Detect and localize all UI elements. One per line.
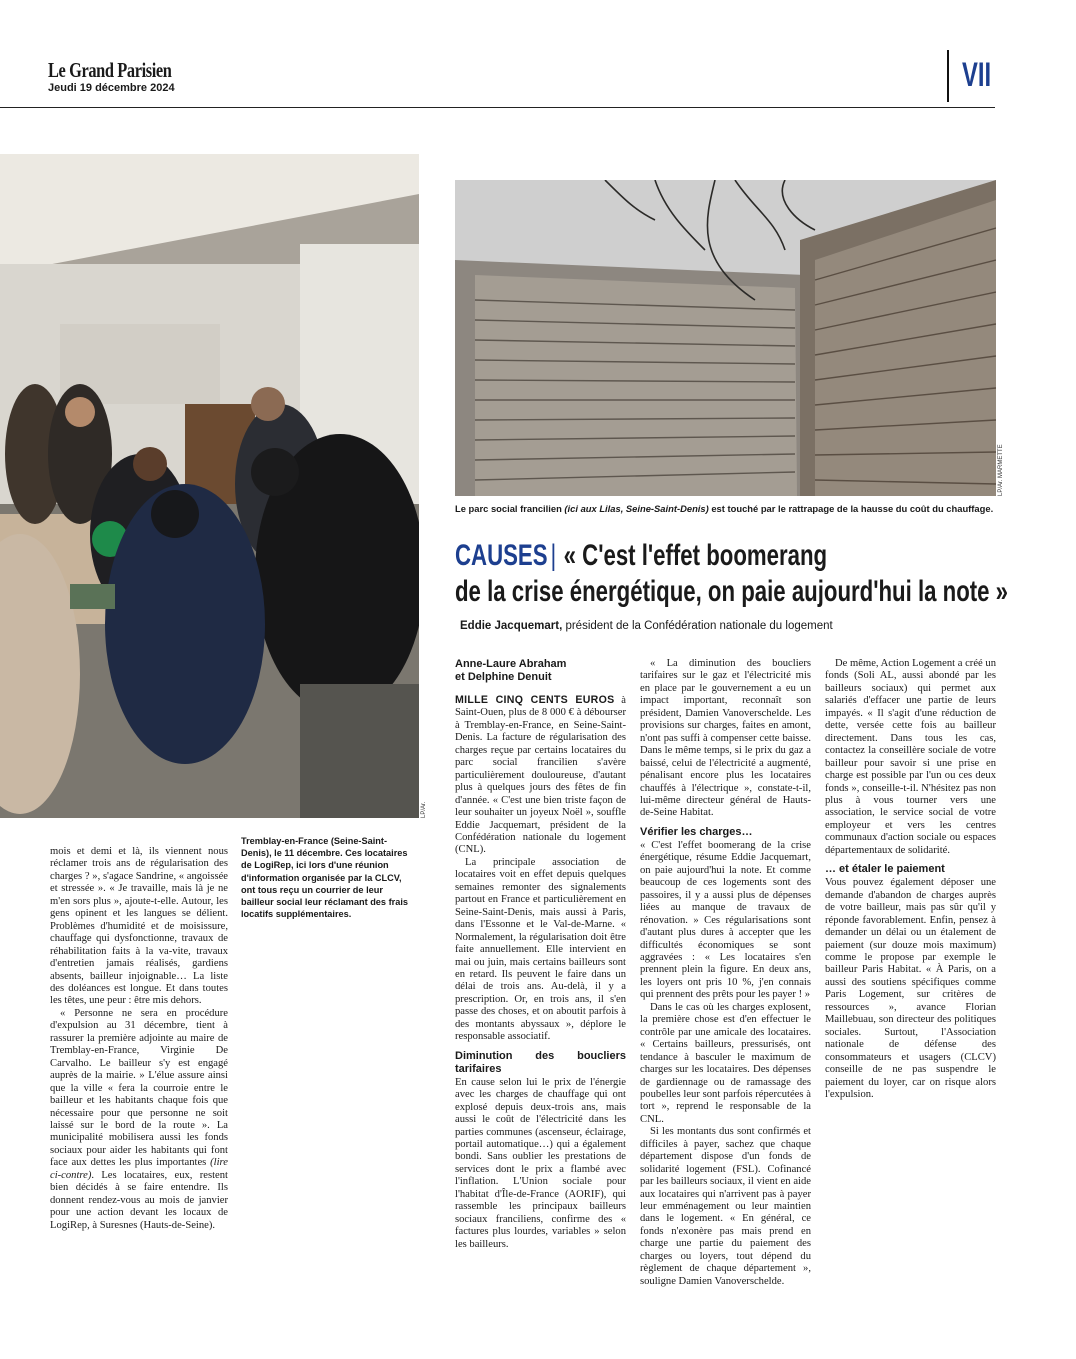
housing-towers-photo	[455, 180, 996, 496]
header-rule	[0, 107, 995, 108]
meeting-photo-caption: Tremblay-en-France (Seine-Saint-Denis), le 11 décembre. Ces locataires de LogiRep, ici lors d'une réunion d'information organisée par la CLCV, ont tous reçu un courrier de leur bailleur social leur réclamant des frais locatifs supplémentaires.	[241, 836, 408, 920]
headline-kicker: CAUSES	[455, 539, 548, 572]
paragraph: « La diminution des boucliers tarifaires sur le gaz et l'électricité mis en place par le gouvernement a eu un impact important, reconnaît son président, Damien Vanoverschelde. Les provisions sur charges, faites en amont, n'ont pas suffi à compenser cette baisse. Dans le même temps, si le prix du gaz a baissé, celui de l'électricité a augmenté, pénalisant encore plus les locataires chauffés à l'électrique », constate-t-il, lui-même directeur général de Hauts-de-Seine Habitat.	[640, 658, 811, 819]
article-headline: CAUSES| « C'est l'effet boomerang de la crise énergétique, on paie aujourd'hui la note »	[455, 539, 1009, 608]
subheading: Vérifier les charges…	[640, 825, 753, 838]
article-column-1	[455, 658, 626, 1251]
paragraph: En cause selon lui le prix de l'énergie avec les charges de chauffage qui ont explosé depuis deux-trois ans, mais aussi le coût de l'électricité dans les parties communes (ascenseur, éclairage, portail automatique…) qui a également bondi. Sans oublier les prestations de services dont le prix a flambé avec l'inflation. L'Union sociale pour l'habitat d'Île-de-France (AORIF), qui rassemble les principaux bailleurs sociaux franciliens, confirme des « factures plus lourdes, variables » selon les bailleurs.	[455, 1076, 626, 1250]
paragraph: Si les montants dus sont confirmés et difficiles à payer, sachez que chaque département dispose d'un fonds de solidarité logement (FSL). Cofinancé par les bailleurs sociaux, il vient en aide aux locataires qui n'arrivent pas à payer leur emménagement ou leur maintien dans le logement. « En général, ce fonds n'exonère pas mais prend en charge une partie du paiement des charges ou loyers, tout dépend du règlement de chaque département », souligne Damien Vanoverschelde.	[640, 1126, 811, 1287]
newspaper-brand: Le Grand Parisien	[48, 58, 172, 82]
paragraph: De même, Action Logement a créé un fonds (Soli AL, aussi abondé par les bailleurs sociaux) qui permet aux salariés d'effacer une partie de leurs impayés. « Il s'agit d'une réduction de dette, versée cette fois au bailleur directement. Dans tous les cas, contactez la conseillère sociale de votre bailleur pour savoir si une prise en charge est possible par l'un ou ces deux fonds », conseille-t-il. N'hésitez pas non plus à vous tourner vers une association, le service social de votre employeur et vers les centres communaux d'action sociale ou espaces départementaux de solidarité.	[825, 658, 996, 856]
subheading: Diminution des boucliers tarifaires	[455, 1049, 626, 1075]
paragraph: mois et demi et là, ils viennent nous réclamer trois ans de régularisation des charges ? », s'agace Sandrine, « angoissée et stressée ». « Je travaille, mais là je ne m'en sors plus », ajoute-t-elle. Autour, les gens opinent et les langues se délient. Problèmes d'humidité et de moisissure, chauffage qui dysfonctionne, travaux de réhabilitation faits à la va-vite, travaux d'entretien jamais réalisés, gardiens absents, bailleur injoignable… La liste des doléances est longue. Et dans toutes les têtes, une peur : être mis dehors.	[50, 846, 228, 1007]
byline: Anne-Laure Abraham et Delphine Denuit	[455, 658, 567, 683]
housing-photo-caption: Le parc social francilien (ici aux Lilas, Seine-Saint-Denis) est touché par le rattrapage de la hausse du coût du chauffage.	[455, 503, 994, 514]
housing-photo-credit: LP/Ar. MARMETTE	[998, 444, 1004, 496]
meeting-photo-credit: LP/Ar.	[421, 801, 427, 818]
article-column-2	[640, 658, 811, 1288]
issue-date: Jeudi 19 décembre 2024	[48, 82, 175, 94]
sidebar-story-text	[50, 846, 228, 1232]
lead-paragraph: MILLE CINQ CENTS EUROS à Saint-Ouen, plus de 8 000 € à débourser à Tremblay-en-France, en Seine-Saint-Denis. La facture de régularisation des charges reçue par certains locataires du parc social francilien s'avère particulièrement douloureuse, d'autant plus à quelques jours des fêtes de fin d'année. « C'est une bien triste façon de leur souhaiter un joyeux Noël », souffle Eddie Jacquemart, président de la Confédération nationale du logement (CNL).	[455, 694, 626, 856]
paragraph: « Personne ne sera en procédure d'expulsion au 31 décembre, tient à rassurer la première adjointe au maire de Tremblay-en-France, Virginie De Carvalho. Le bailleur s'y est engagé auprès de la mairie. » L'élue assure ainsi que la ville « fera la courroie entre le bailleur et les habitants chaque fois que nécessaire pour que personne ne soit laissé sur le bord de la route ». La municipalité mobilisera aussi les fonds sociaux pour aider les habitants qui font face aux dettes les plus importantes (lire ci-contre). Les locataires, eux, restent bien décidés à se faire entendre. Ils donnent rendez-vous au mois de janvier pour une action devant les locaux de LogiRep, à Suresnes (Hauts-de-Seine).	[50, 1007, 228, 1231]
meeting-photo	[0, 154, 419, 818]
paragraph: Vous pouvez également déposer une demande d'abandon de charges auprès de votre bailleur, mais pas sûr qu'il y réponde favorablement. Enfin, pensez à demander un délai ou un étalement de paiement (sur douze mois maximum) comme le propose par exemple le bailleur Paris Habitat. « À Paris, on a aussi des soutiens spécifiques comme Paris Logement, sur critères de ressources », avance Florian Maillebuau, son directeur des politiques sociales. Surtout, l'Association nationale de défense des consommateurs et usagers (CLCV) conseille de ne pas suspendre le paiement du loyer, car on risque alors l'expulsion.	[825, 877, 996, 1100]
header-divider	[947, 50, 949, 102]
subheading: … et étaler le paiement	[825, 863, 945, 876]
quote-attribution: Eddie Jacquemart, président de la Confédération nationale du logement	[460, 620, 833, 632]
page-number: VII	[962, 56, 992, 94]
paragraph: Dans le cas où les charges explosent, la première chose est d'en effectuer le contrôle par une amicale des locataires. « Certains bailleurs, pressurisés, ont tendance à basculer le maximum de charges sur les locataires. Des dépenses de gardiennage ou de ramassage des poubelles leur sont parfois répercutées à tort », reprend le responsable de la CNL.	[640, 1001, 811, 1125]
paragraph: La principale association de locataires voit en effet depuis quelques semaines remonter des signalements partout en France et particulièrement en Seine-Saint-Denis, mais aussi à Paris, dans l'Essonne et le Val-de-Marne. « Normalement, la régularisation doit être faite annuellement. Elle intervient en mai ou juin, mais certains bailleurs sont en retard. Ils peuvent le faire dans un délai de trois ans. Au-delà, il y a prescription. Or, en trois ans, il s'en passe des choses, et on aboutit parfois à des montants abyssaux », déplore le responsable associatif.	[455, 856, 626, 1043]
paragraph: « C'est l'effet boomerang de la crise énergétique, résume Eddie Jacquemart, on paie aujourd'hui la note. Et comme beaucoup de ces logements sont des passoires, il y a aussi plus de dépenses liées au manque de travaux de rénovation. » Ces régularisations sont d'autant plus dures à accepter que les difficultés économiques se sont aggravées : « Les locataires s'en prennent plein la figure. En deux ans, les loyers ont pris 10 %, j'en connais qui prennent des prêts pour les payer ! »	[640, 839, 811, 1001]
article-column-3	[825, 658, 996, 1101]
